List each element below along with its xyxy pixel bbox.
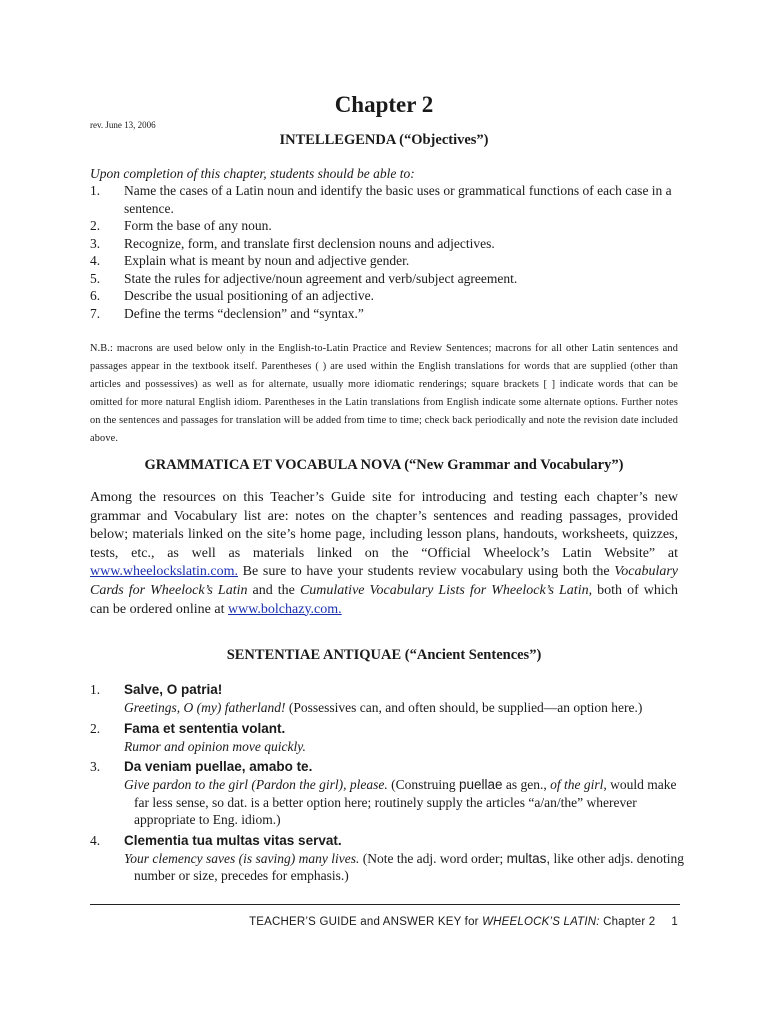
book-title: Cumulative Vocabulary Lists for Wheelock’s Latin, <box>299 582 593 598</box>
objective-item: 7. Define the terms “declension” and “syntax.” <box>90 305 364 321</box>
latin-sentence: Salve, O patria! <box>124 682 223 697</box>
latin-sentence: Da veniam puellae, amabo te. <box>124 759 313 774</box>
objective-item: 5. State the rules for adjective/noun agreement and verb/subject agreement. <box>90 270 518 286</box>
footer-divider <box>90 904 680 905</box>
revision-date: rev. June 13, 2006 <box>90 120 156 130</box>
objective-item: 3. Recognize, form, and translate first declension nouns and adjectives. <box>90 235 495 251</box>
sentence-item: 3. Da veniam puellae, amabo te. Give pardon to the girl (Pardon the girl), please. (Construing puellae as gen., of the girl, would make far less sense, so dat. is a better option here; routinely supply the articles “a/an/the” wherever appropriate to Eng. idiom.) <box>90 757 690 829</box>
book-title: Vocabulary Cards for Wheelock’s Latin <box>90 564 678 598</box>
latin-sentence: Clementia tua multas vitas servat. <box>124 832 342 848</box>
english-translation: Rumor and opinion move quickly. <box>124 738 306 754</box>
objectives-list <box>90 182 690 322</box>
objective-item: 6. Describe the usual positioning of an adjective. <box>90 288 375 303</box>
grammar-heading: GRAMMATICA ET VOCABULA NOVA (“New Grammar and Vocabulary”) <box>144 457 624 473</box>
english-translation: Your clemency saves (is saving) many lives. (Note the adj. word order; multas, like other adjs. denoting number or size, precedes for emphasis.) <box>124 850 685 883</box>
english-translation: Greetings, O (my) fatherland! (Possessives can, and often should, be supplied—an option here.) <box>124 700 643 715</box>
page-footer: TEACHER’S GUIDE and ANSWER KEY for WHEELOCK’S LATIN: Chapter 2 1 <box>249 916 678 928</box>
objectives-heading: INTELLEGENDA (“Objectives”) <box>279 132 489 148</box>
sentences-heading: SENTENTIAE ANTIQUAE (“Ancient Sentences”) <box>226 647 542 663</box>
english-translation: Give pardon to the girl (Pardon the girl), please. (Construing puellae as gen., of the girl, would make far less sense, so dat. is a better option here; routinely supply the articles “a/an/the” wherever appropriate to Eng. idiom.) <box>124 777 677 827</box>
page-number: 1 <box>671 916 678 928</box>
objective-item: 1. Name the cases of a Latin noun and identify the basic uses or grammatical functions of each case in a sentence. <box>90 183 672 216</box>
chapter-title: Chapter 2 <box>334 92 434 117</box>
objective-item: 4. Explain what is meant by noun and adjective gender. <box>90 253 410 268</box>
objectives-intro: Upon completion of this chapter, students should be able to: <box>90 166 415 181</box>
objective-item: 2. Form the base of any noun. <box>90 218 272 233</box>
latin-sentence: Fama et sententia volant. <box>124 720 286 736</box>
wheelock-link[interactable]: www.wheelockslatin.com. <box>90 564 238 580</box>
sentence-item: 1. Salve, O patria! Greetings, O (my) fatherland! (Possessives can, and often should, be supplied—an option here.) <box>90 680 690 717</box>
nb-note: N.B.: macrons are used below only in the English-to-Latin Practice and Review Sentences; macrons for all other Latin sentences and passages appear in the textbook itself. Parentheses ( ) are used within the English translations for words that are supplied (other than articles and possessives) as well as for alternate, usually more idiomatic renderings; square brackets [ ] indicate words that can be omitted for more natural English idiom. Parentheses in the Latin translations from English indicate some alternate options. Further notes on the sentences and passages for translation will be added from time to time; check back periodically and note the revision date included above. <box>90 343 678 444</box>
bolchazy-link[interactable]: www.bolchazy.com. <box>228 601 342 617</box>
sentence-item: 2. Fama et sententia volant. Rumor and opinion move quickly. <box>90 719 690 756</box>
sentence-item: 4. Clementia tua multas vitas servat. Your clemency saves (is saving) many lives. (Note the adj. word order; multas, like other adjs. denoting number or size, precedes for emphasis.) <box>90 831 690 885</box>
grammar-paragraph: Among the resources on this Teacher’s Guide site for introducing and testing each chapter’s new grammar and Vocabulary list are: notes on the chapter’s sentences and reading passages, provided below; materials linked on the site’s home page, including lesson plans, handouts, worksheets, quizzes, tests, etc., as well as materials linked on the “Official Wheelock’s Latin Website” at www.wheelockslatin.com. Be sure to have your students review vocabulary using both the Vocabulary Cards for Wheelock’s Latin and the Cumulative Vocabulary Lists for Wheelock’s Latin, both of which can be ordered online at www.bolchazy.com. <box>90 490 679 617</box>
sentences-list <box>90 680 690 887</box>
